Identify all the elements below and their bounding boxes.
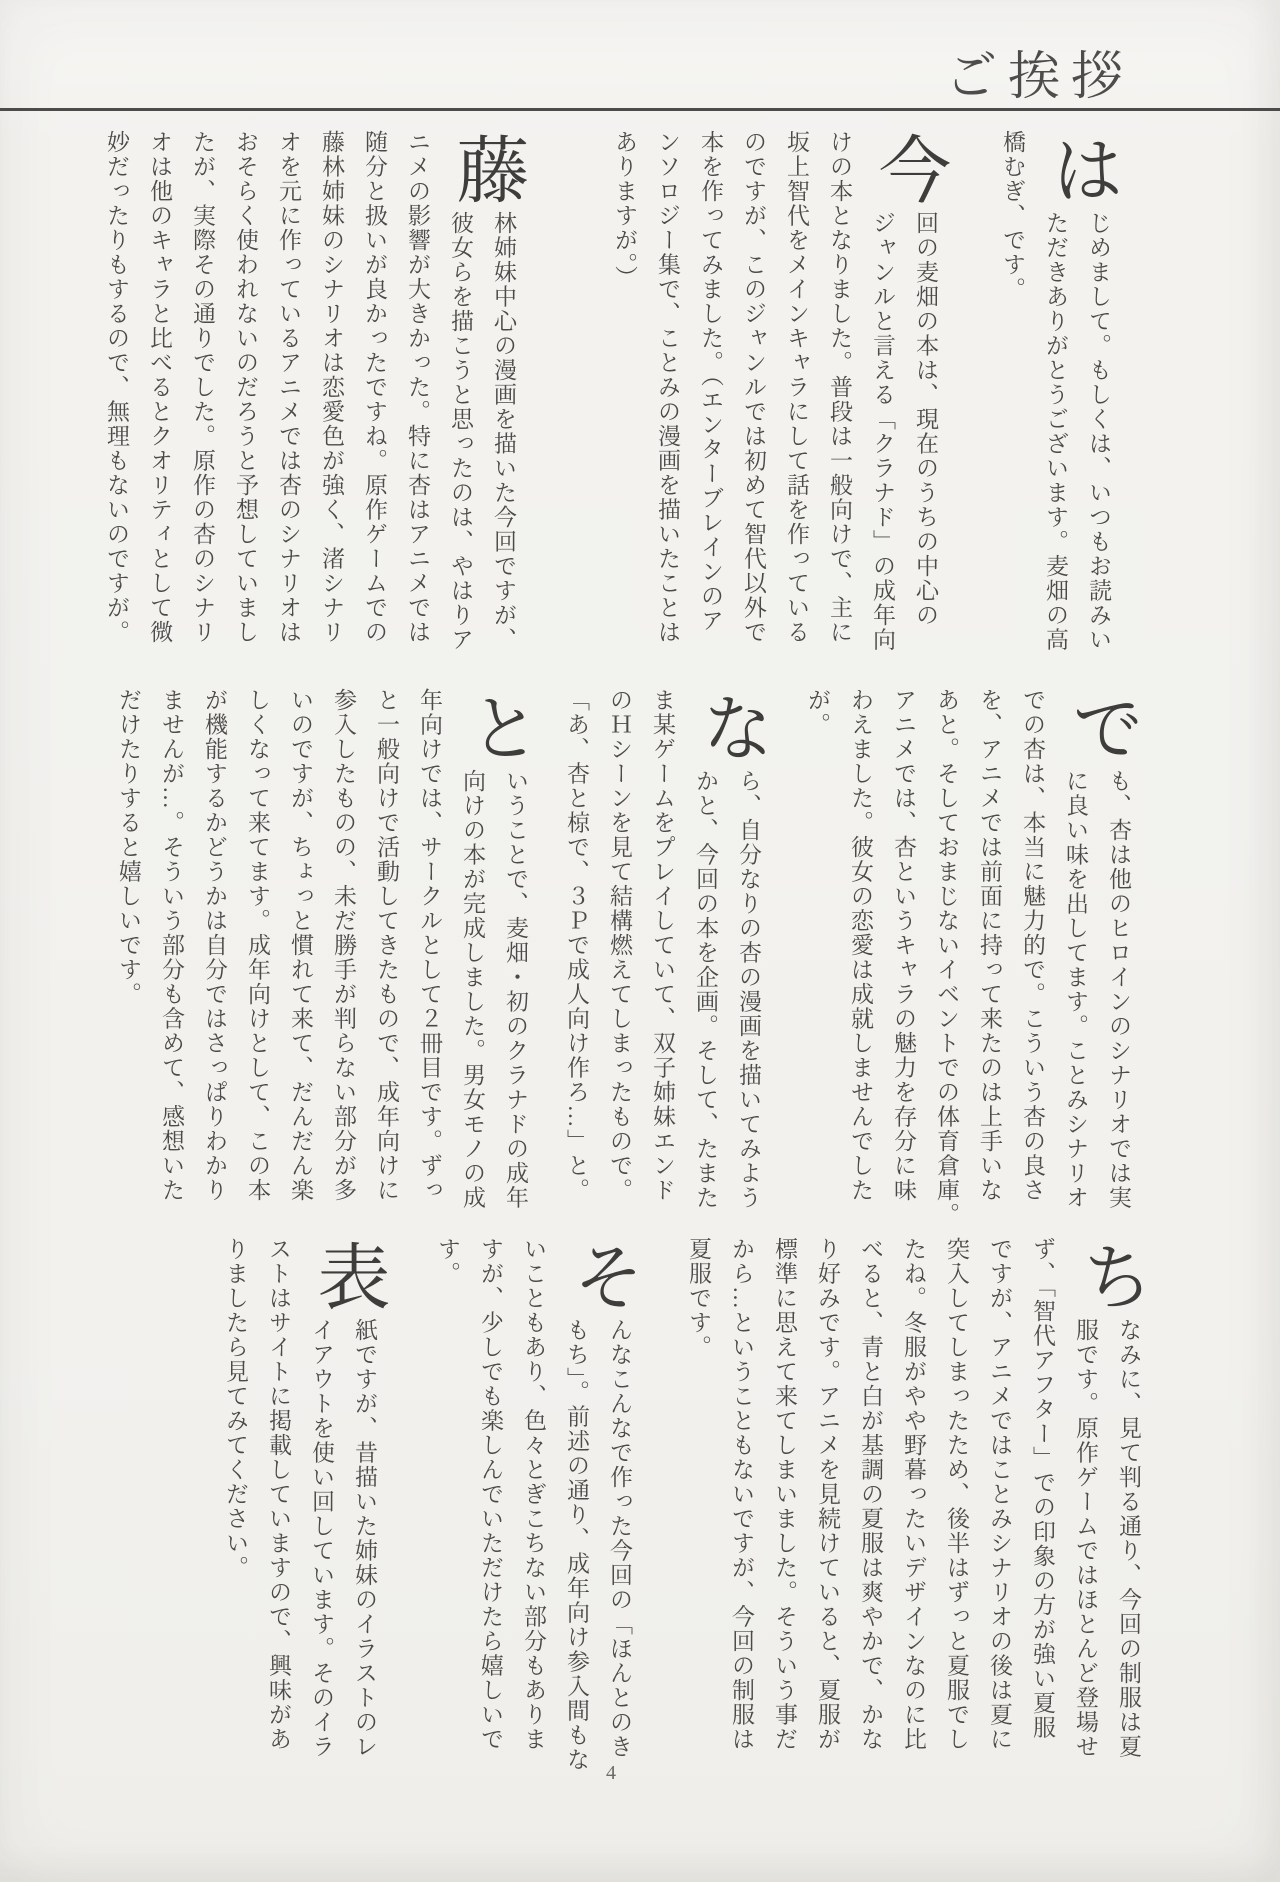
section-de: [796, 688, 1142, 1227]
text-column: いこともあり、色々とぎこちない部分もありま: [521, 1237, 546, 1752]
text-column: す。: [435, 1237, 460, 1286]
text-column: での杏は、本当に魅力的で。こういう杏の良さ: [1020, 688, 1045, 1203]
dropcap-ha: は: [1040, 131, 1122, 205]
text-column: が機能するかどうかは自分ではさっぱりわかり: [202, 688, 227, 1203]
section-ha: [991, 130, 1122, 652]
text-column: 随分と扱いが良かったですね。原作ゲームでの: [362, 130, 387, 645]
text-column: わえました。彼女の恋愛は成就しませんでした: [848, 688, 873, 1203]
text-column: ですが、アニメではことみシナリオの後は夏に: [987, 1237, 1012, 1752]
text-column: 藤林姉妹のシナリオは恋愛色が強く、渚シナリ: [319, 130, 344, 645]
text-column: だけたりすると嬉しいです。: [116, 688, 141, 1007]
text-column: オを元に作っているアニメでは杏のシナリオは: [276, 130, 301, 645]
text-column: おそらく使われないのだろうと予想していまし: [233, 130, 258, 645]
text-column: 回の麦畑の本は、現在のうちの中心の: [913, 211, 938, 628]
text-column: 橋むぎ、です。: [1000, 130, 1025, 302]
text-column: 本を作ってみました。（エンターブレインのア: [698, 130, 723, 633]
text-column: が。: [805, 688, 830, 737]
dropcap-na: な: [690, 689, 772, 763]
section-so: [426, 1237, 643, 1772]
text-column: ンソロジー集で、ことみの漫画を描いたことは: [655, 130, 680, 645]
text-column: 突入してしまったため、後半はずっと夏服でし: [944, 1237, 969, 1752]
text-band-3: [0, 1237, 1280, 1772]
text-column: のですが、このジャンルでは初めて智代以外で: [741, 130, 766, 645]
text-column: 「あ、杏と椋で、３Ｐで成人向け作ろ…」と。: [564, 688, 589, 1203]
dropcap-fuji: 藤: [445, 131, 527, 205]
section-fuji: [95, 130, 527, 652]
text-column: と一般向けで活動してきたもので、成年向けに: [374, 688, 399, 1203]
text-column: 参入したものの、未だ勝手が判らない部分が多: [331, 688, 356, 1203]
page-title: ご挨拶: [944, 49, 1134, 106]
text-column: アニメでは、杏というキャラの魅力を存分に味: [891, 688, 916, 1203]
text-column: ら、自分なりの杏の漫画を描いてみよう: [736, 769, 761, 1210]
text-column: なみに、見て判る通り、今回の制服は夏: [1116, 1318, 1141, 1759]
text-column: たね。冬服がやや野暮ったいデザインなのに比: [901, 1237, 926, 1752]
text-column: 年向けでは、サークルとして２冊目です。ずっ: [417, 688, 442, 1203]
text-column: しくなって来てます。成年向けとして、この本: [245, 688, 270, 1203]
text-column: を、アニメでは前面に持って来たのは上手いな: [977, 688, 1002, 1203]
text-column: 彼女らを描こうと思ったのは、やはりア: [448, 211, 473, 652]
text-column: たが、実際その通りでした。原作の杏のシナリ: [190, 130, 215, 645]
page-number: 4: [606, 1762, 616, 1784]
text-column: んなこんなで作った今回の「ほんとのき: [607, 1318, 632, 1759]
text-column: のＨシーンを見て結構燃えてしまったもので。: [607, 688, 632, 1203]
text-column: り好みです。アニメを見続けていると、夏服が: [815, 1237, 840, 1752]
text-column: 標準に思えて来てしまいました。そういう事だ: [772, 1237, 797, 1752]
dropcap-hyoshi: 表: [306, 1238, 388, 1312]
text-column: ストはサイトに掲載していますので、興味があ: [266, 1237, 291, 1752]
dropcap-to: と: [457, 689, 539, 763]
text-column: けの本となりました。普段は一般向けで、主に: [827, 130, 852, 645]
text-column: ニメの影響が大きかった。特に杏はアニメでは: [405, 130, 430, 645]
text-column: イアウトを使い回しています。そのイラ: [309, 1318, 334, 1759]
text-column: 夏服です。: [686, 1237, 711, 1360]
dropcap-chi: ち: [1070, 1238, 1152, 1312]
text-column: 林姉妹中心の漫画を描いた今回ですが、: [491, 211, 516, 652]
text-column: いうことで、麦畑・初のクラナドの成年: [503, 769, 528, 1210]
dropcap-ima: 今: [867, 131, 949, 205]
text-column: から…ということもないですが、今回の制服は: [729, 1237, 754, 1752]
text-column: オは他のキャラと比べるとクオリティとして微: [147, 130, 172, 645]
text-column: かと、今回の本を企画。そして、たまた: [693, 769, 718, 1210]
section-chi: [677, 1237, 1152, 1759]
text-column: 紙ですが、昔描いた姉妹のイラストのレ: [352, 1318, 377, 1759]
text-column: すが、少しでも楽しんでいただけたら嬉しいで: [478, 1237, 503, 1752]
section-ima: [603, 130, 949, 652]
section-na: [555, 688, 772, 1210]
text-column: ありますが。）: [612, 130, 637, 290]
text-column: 向けの本が完成しました。男女モノの成: [460, 769, 485, 1210]
text-column: に良い味を出してます。ことみシナリオ: [1063, 769, 1088, 1210]
text-column: 妙だったりもするので、無理もないのですが。: [104, 130, 129, 645]
text-column: あと。そしておまじないイベントでの体育倉庫。: [934, 688, 959, 1227]
text-column: いのですが、ちょっと慣れて来て、だんだん楽: [288, 688, 313, 1203]
text-column: べると、青と白が基調の夏服は爽やかで、かな: [858, 1237, 883, 1752]
text-band-2: [0, 688, 1280, 1227]
text-column: じめまして。もしくは、いつもお読みい: [1086, 211, 1111, 652]
text-column: ま某ゲームをプレイしていて、双子姉妹エンド: [650, 688, 675, 1203]
section-to: [107, 688, 539, 1210]
text-column: ず、「智代アフター」での印象の方が強い夏服: [1030, 1237, 1055, 1740]
text-column: も、杏は他のヒロインのシナリオでは実: [1106, 769, 1131, 1210]
dropcap-so: そ: [561, 1238, 643, 1312]
text-column: ませんが…。そういう部分も含めて、感想いた: [159, 688, 184, 1203]
section-hyoshi: [214, 1237, 388, 1759]
text-column: ただきありがとうございます。麦畑の高: [1043, 211, 1068, 652]
text-column: もち」。前述の通り、成年向け参入間もな: [564, 1318, 589, 1772]
text-band-1: [0, 130, 1280, 652]
text-column: りましたら見てみてください。: [223, 1237, 248, 1580]
text-column: 服です。原作ゲームではほとんど登場せ: [1073, 1318, 1098, 1759]
title-divider-rule: [0, 108, 1280, 111]
text-column: ジャンルと言える「クラナド」の成年向: [870, 211, 895, 652]
text-column: 坂上智代をメインキャラにして話を作っている: [784, 130, 809, 645]
dropcap-de: で: [1060, 689, 1142, 763]
